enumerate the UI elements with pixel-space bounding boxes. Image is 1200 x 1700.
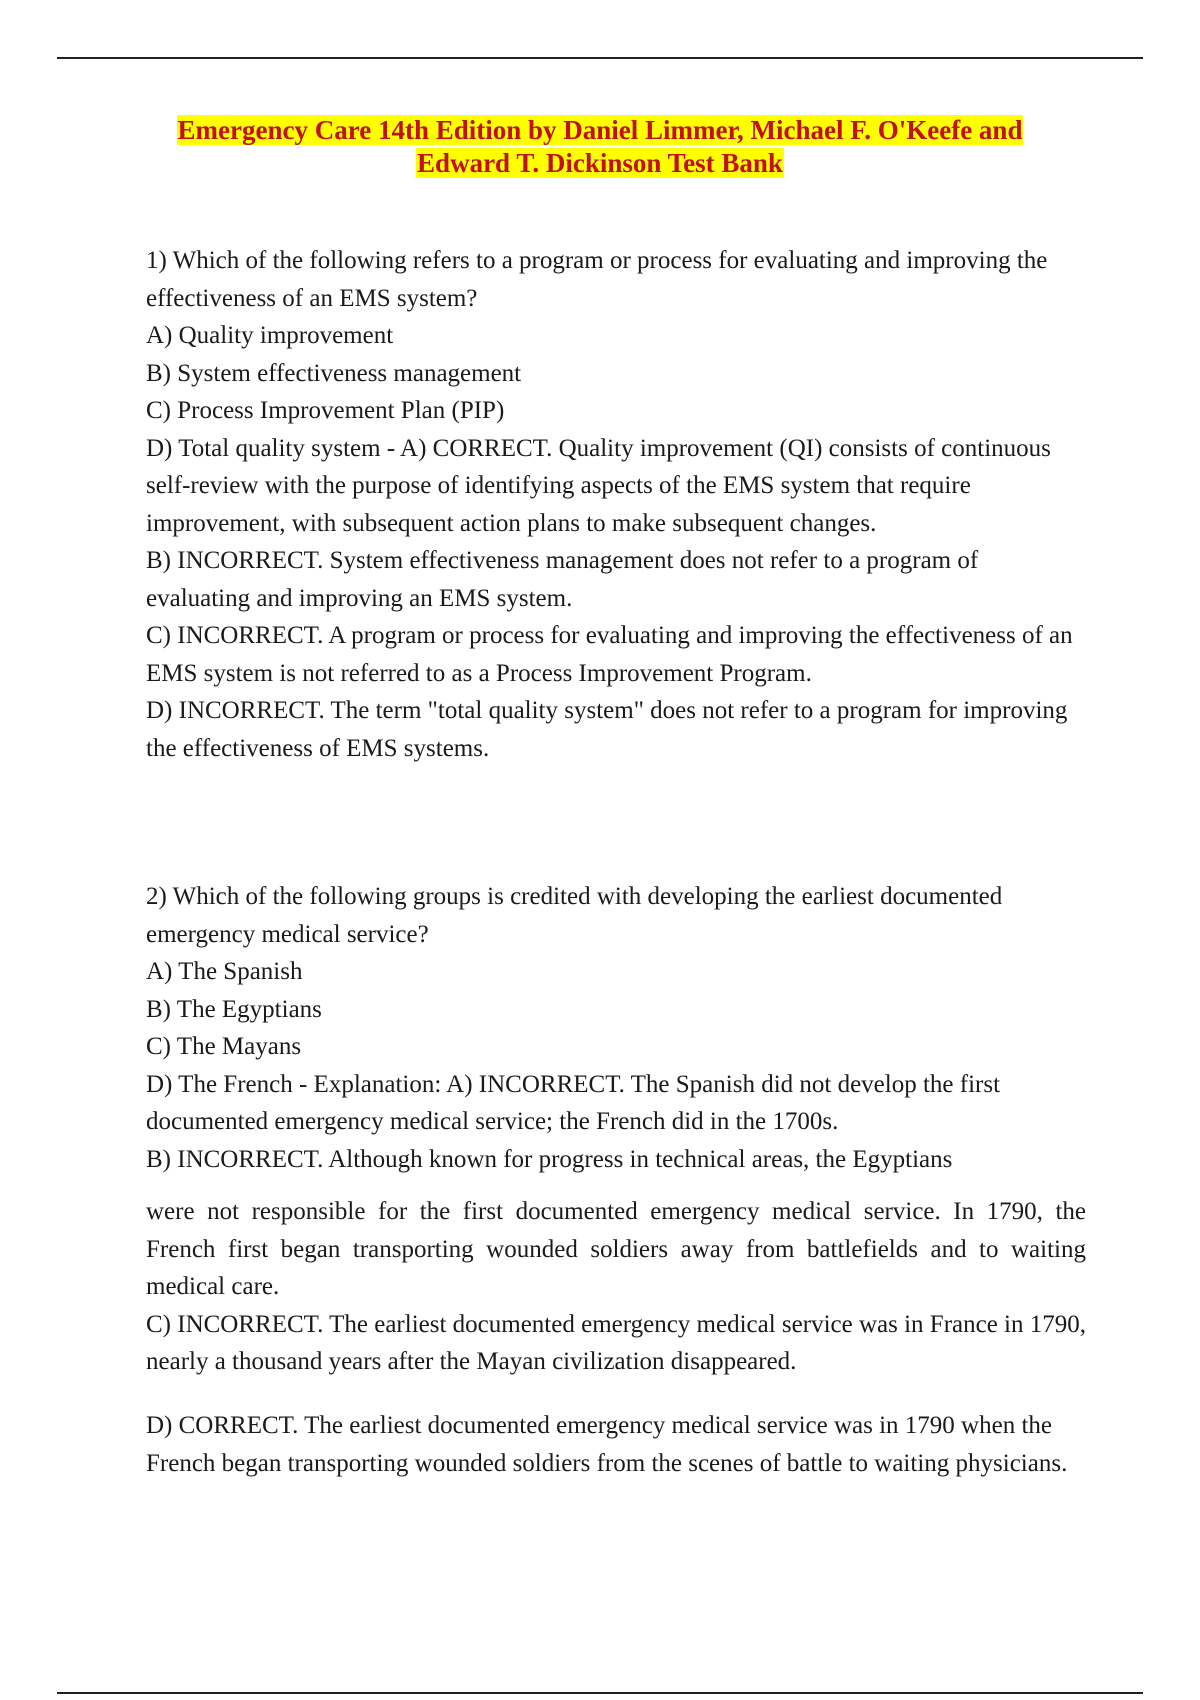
question-1-stem: 1) Which of the following refers to a program or process for evaluating and improving the effectiveness of an EMS system? xyxy=(146,247,1048,312)
question-2-option-c: C) The Mayans xyxy=(146,1033,302,1060)
question-1-option-b: B) System effectiveness management xyxy=(146,359,522,387)
question-2-option-b: B) The Egyptians xyxy=(146,995,322,1023)
question-2-option-a: A) The Spanish xyxy=(146,958,303,985)
top-rule xyxy=(57,57,1143,59)
question-2-option-d: D) The French - Explanation: A) INCORRECT. The Spanish did not develop the first documented emergency medical service; the French did in the 1700s. xyxy=(146,1070,1001,1135)
question-2-explanation-b: B) INCORRECT. Although known for progress in technical areas, the Egyptians xyxy=(146,1145,953,1173)
title-line-2: Edward T. Dickinson Test Bank xyxy=(417,148,783,178)
title-line-1: Emergency Care 14th Edition by Daniel Limmer, Michael F. O'Keefe and xyxy=(177,115,1023,145)
question-1-explanation-c: C) INCORRECT. A program or process for evaluating and improving the effectiveness of an EMS system is not referred to as a Process Improvement Program. xyxy=(146,622,1073,687)
question-1-explanation-d: D) INCORRECT. The term "total quality system" does not refer to a program for improving the effectiveness of EMS systems. xyxy=(146,697,1068,762)
question-2-stem: 2) Which of the following groups is credited with developing the earliest documented emergency medical service? xyxy=(146,883,1003,948)
question-1 xyxy=(146,242,1086,767)
bottom-rule xyxy=(57,1692,1143,1694)
question-2 xyxy=(146,878,1086,1178)
question-2-correct-answer xyxy=(146,1407,1086,1482)
document-title xyxy=(0,114,1200,180)
question-1-option-c: C) Process Improvement Plan (PIP) xyxy=(146,397,505,424)
question-1-option-a: A) Quality improvement xyxy=(146,322,394,349)
question-1-explanation-b: B) INCORRECT. System effectiveness management does not refer to a program of evaluating and improving an EMS system. xyxy=(146,547,979,612)
question-2-explanation-c: C) INCORRECT. The earliest documented emergency medical service was in France in 1790, nearly a thousand years after the Mayan civilization disappeared. xyxy=(146,1310,1087,1375)
question-2-explanation-d: D) CORRECT. The earliest documented emergency medical service was in 1790 when the French began transporting wounded soldiers from the scenes of battle to waiting physicians. xyxy=(146,1412,1068,1477)
question-1-option-d: D) Total quality system - A) CORRECT. Quality improvement (QI) consists of continuous self-review with the purpose of identifying aspects of the EMS system that require improvement, with subsequent action plans to make subsequent changes. xyxy=(146,434,1051,537)
question-2-explanation-b-continued: were not responsible for the first documented emergency medical service. In 1790, the French first began transporting wounded soldiers away from battlefields and to waiting medical care. xyxy=(146,1198,1086,1300)
question-2-continued xyxy=(146,1193,1086,1381)
